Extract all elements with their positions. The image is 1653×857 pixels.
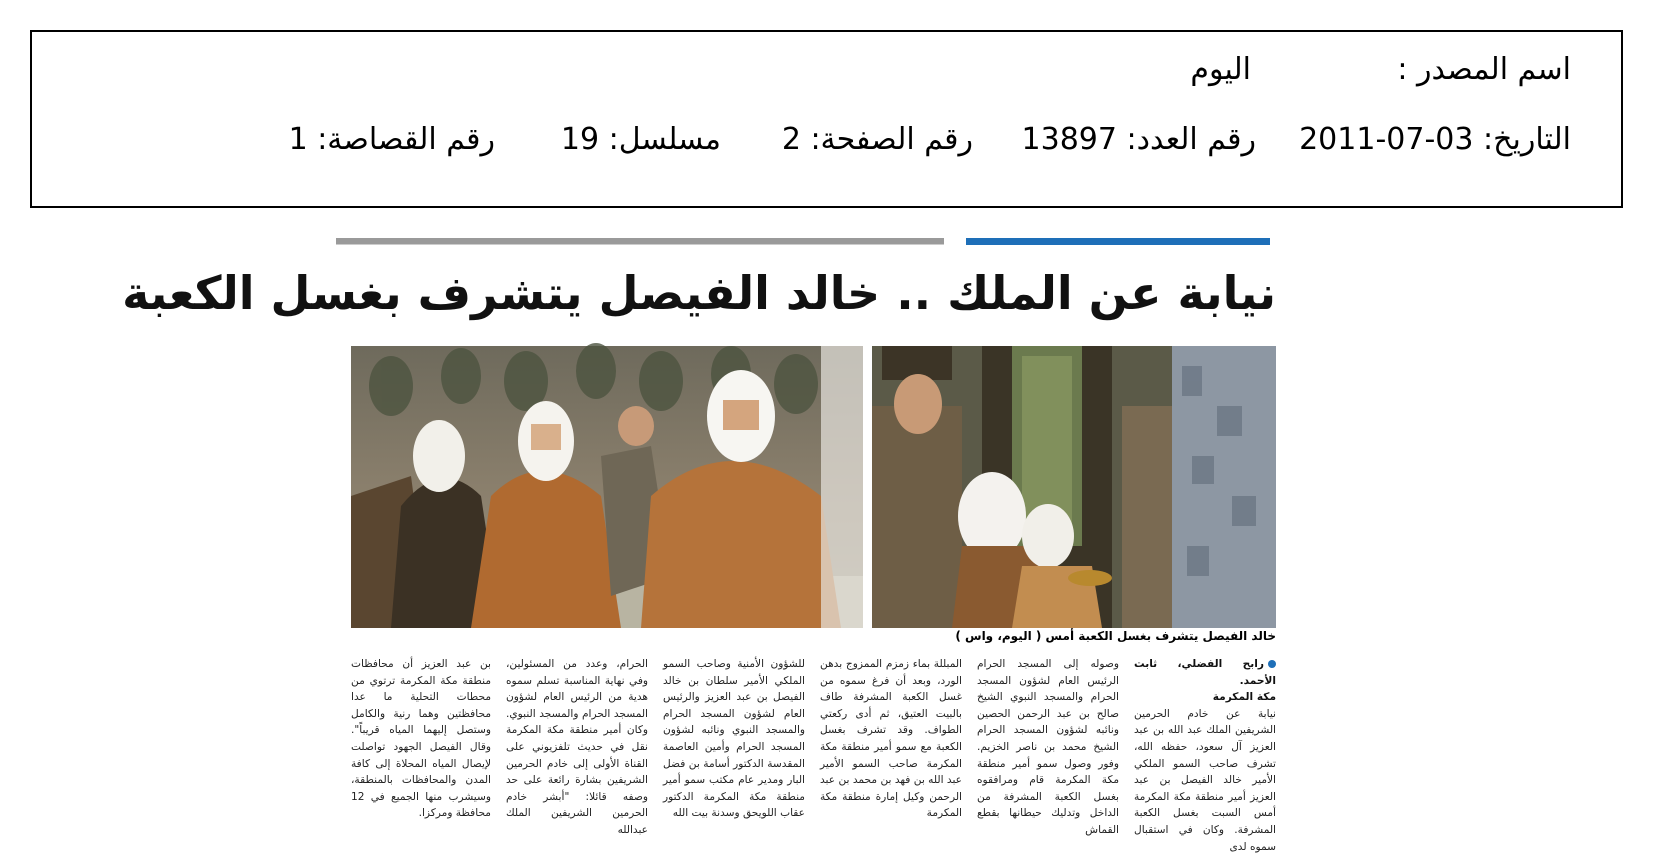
dateline-location: مكة المكرمة [1212, 691, 1276, 704]
column-text: بن عبد العزيز أن محافظات منطقة مكة المكرمة ترتوي من محطات التحلية ما عدا محافظتين وهما رنية والكامل وستصل إليهما المياه قريباً". وقال الفيصل الجهود تواصلت لإيصال المياه المحلاة إلى كافة المدن والمحافظات بالمنطقة، وسيشرب منها الجميع في 12 محافظة ومركزا. [351, 658, 491, 820]
column-text: للشؤون الأمنية وصاحب السمو الملكي الأمير سلطان بن خالد الفيصل بن عبد العزيز والرئيس العام لشؤون المسجد الحرام والمسجد النبوي ونائبه لشؤون المسجد الحرام وأمين العاصمة المقدسة الدكتور أسامة بن فضل البار ومدير عام مكتب سمو أمير منطقة مكة المكرمة الدكتور عقاب اللويحق وسدنة بيت الله [663, 658, 805, 820]
byline-bullet-icon [1268, 660, 1276, 668]
source-label: اسم المصدر : [1397, 52, 1571, 87]
clip-number: رقم القصاصة: 1 [288, 122, 495, 157]
photo-prayer [351, 346, 863, 628]
article-headline: نيابة عن الملك .. خالد الفيصل يتشرف بغسل الكعبة [122, 266, 1276, 320]
photo-caption: خالد الفيصل يتشرف بغسل الكعبة أمس ( اليوم، واس ) [955, 629, 1276, 643]
byline: رابح الفضلي، ثابت الأحمد. [1134, 658, 1276, 687]
source-value: اليوم [1190, 52, 1251, 87]
column-text: نيابة عن خادم الحرمين الشريفين الملك عبد الله بن عبد العزيز آل سعود، حفظه الله، تشرف صاحب السمو الملكي الأمير خالد الفيصل بن عبد العزيز أمير منطقة مكة المكرمة أمس السبت بغسل الكعبة المشرفة. وكان في استقبال سموه لدى [1134, 707, 1276, 853]
photo-kaaba-washing [872, 346, 1276, 628]
text-column-4 [663, 656, 805, 836]
headline-rule-blue [966, 238, 1270, 245]
document-header [30, 30, 1623, 208]
issue-number: رقم العدد: 13897 [1021, 122, 1256, 157]
page-number: رقم الصفحة: 2 [781, 122, 973, 157]
date-field: التاريخ: 03-07-2011 [1299, 122, 1571, 157]
serial-number: مسلسل: 19 [560, 122, 721, 157]
column-text: الحرام، وعدد من المسئولين، وفي نهاية المناسبة تسلم سموه هدية من الرئيس العام لشؤون المسجد الحرام والمسجد النبوي. وكان أمير منطقة مكة المكرمة نقل في حديث تلفزيوني على القناة الأولى إلى خادم الحرمين الشريفين بشارة رائعة على حد وصفه قائلا: "أبشر خادم الحرمين الشريفين الملك عبدالله [506, 658, 648, 836]
headline-rule-gray [336, 238, 944, 245]
text-column-2 [977, 656, 1119, 836]
text-column-6 [351, 656, 491, 836]
text-column-3 [820, 656, 962, 836]
text-column-5 [506, 656, 648, 836]
text-column-1 [1134, 656, 1276, 853]
column-text: وصوله إلى المسجد الحرام الرئيس العام لشؤون المسجد الحرام والمسجد النبوي الشيخ صالح بن عبد الرحمن الحصين ونائبه لشؤون المسجد الحرام الشيخ محمد بن ناصر الخزيم. وفور وصول سمو أمير منطقة مكة المكرمة قام ومرافقوه بغسل الكعبة المشرفة من الداخل وتدليك حيطانها بقطع القماش [977, 658, 1119, 836]
column-text: المبللة بماء زمزم الممزوج بدهن الورد، وبعد أن فرغ سموه من غسل الكعبة المشرفة طاف بالبيت العتيق، ثم أدى ركعتي الطواف. وقد تشرف بغسل الكعبة مع سمو أمير منطقة مكة المكرمة صاحب السمو الأمير عبد الله بن فهد بن محمد بن عبد الرحمن وكيل إمارة منطقة مكة المكرمة [820, 658, 962, 820]
